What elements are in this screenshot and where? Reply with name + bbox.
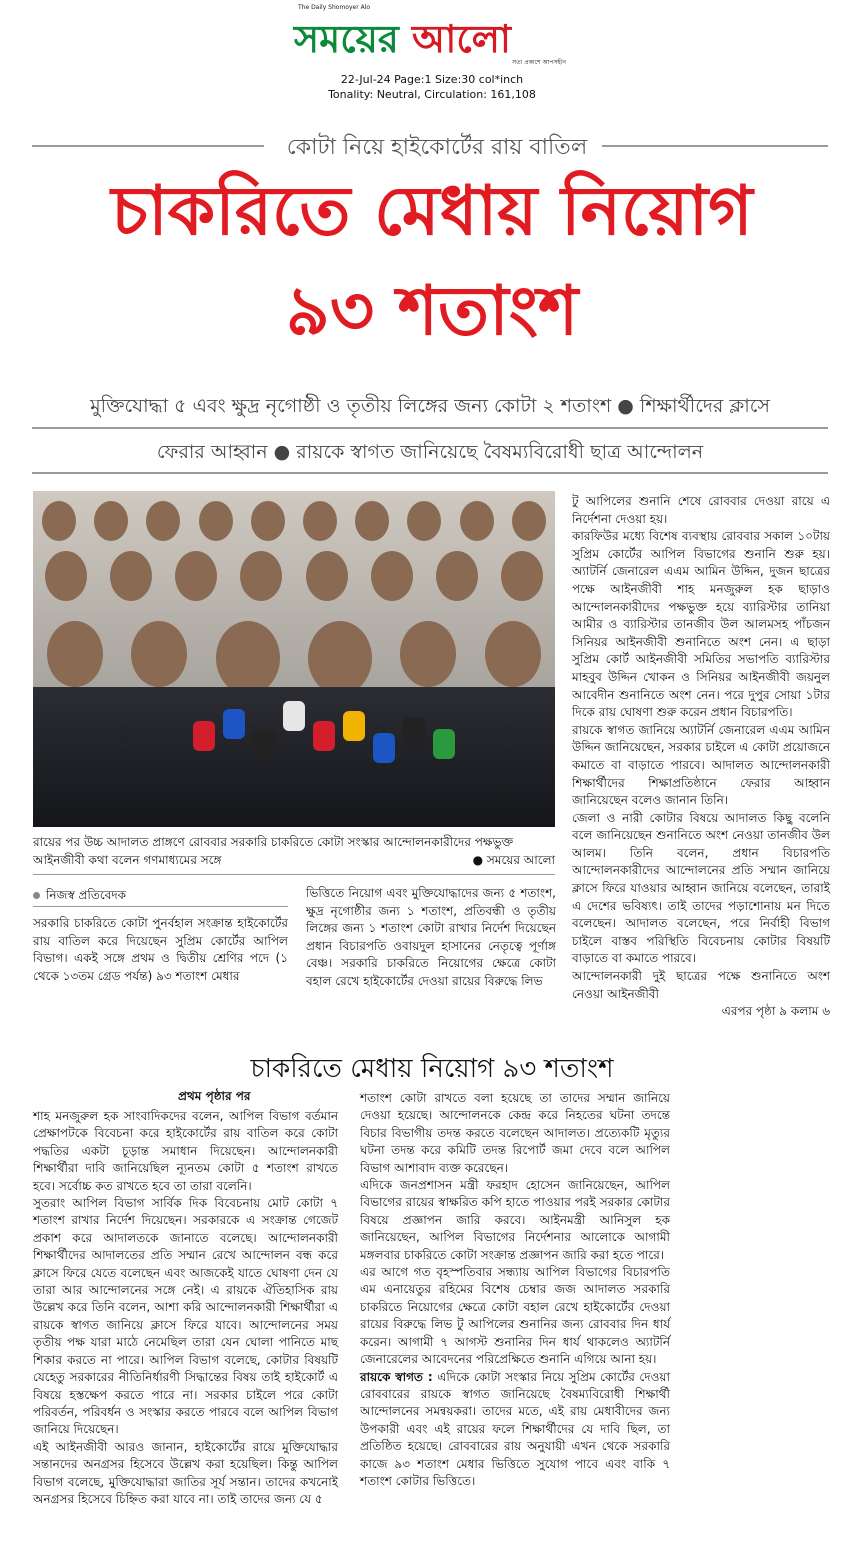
continuation-column-right xyxy=(360,1090,670,1490)
paragraph-lead: রায়কে স্বাগত : xyxy=(360,1369,433,1384)
kicker-rule-right xyxy=(602,145,828,147)
paragraph: সুতরাং আপিল বিভাগ সার্বিক দিক বিবেচনায় মোট কোটা ৭ শতাংশ রাখার নির্দেশ দিয়েছেন। সরকারকে এ সংক্রান্ত গেজেট প্রকাশ করে আদালতকে জানাতে বলেছে। আন্দোলনকারী শিক্ষার্থীদের আদালতের প্রতি সম্মান রেখে আন্দোলন বন্ধ করে ক্লাসে ফিরে যেতে বলেছেন এবং আজকেই যাতে ঘোষণা দেন যে তারা আর আন্দোলনের সঙ্গে নেই। এ রায়কে ঐতিহাসিক রায় উল্লেখ করে তিনি বলেন, আশা করি আন্দোলনকারী শিক্ষার্থীরা এ রায়কে স্বাগত জানিয়ে ক্লাসে ফিরে যাবে। আন্দোলনের সময় তৃতীয় পক্ষ যারা মাঠে নেমেছিল তারা যেন ঘোলা পানিতে মাছ শিকার করতে না পারে। আপিল বিভাগ বলেছে, কোটার বিষয়টি যেহেতু সরকারের নীতিনির্ধারণী সিদ্ধান্তের বিষয় তাই হাইকোর্ট এ বিষয়ে হস্তক্ষেপ করতে পারে না। সরকার চাইলে পরে কোটা পরিবর্তন, পরিবর্ধন ও সংস্কার করতে পারবে বলে আপিল বিভাগ জানিয়ে দিয়েছেন। xyxy=(33,1196,338,1437)
continuation-subtitle: প্রথম পৃষ্ঠার পর xyxy=(178,1089,251,1103)
photo-caption xyxy=(33,833,555,869)
clipping-meta-tonality: Tonality: Neutral, Circulation: 161,108 xyxy=(328,88,536,101)
photo-credit: ● সময়ের আলো xyxy=(472,853,555,867)
paragraph: সরকারি চাকরিতে কোটা পুনর্বহাল সংক্রান্ত হাইকোর্টের রায় বাতিল করে দিয়েছেন সুপ্রিম কোর্টের আপিল বিভাগ। একই সঙ্গে প্রথম ও দ্বিতীয় শ্রেণির পদে (১ থেকে ১৩তম গ্রেড পর্যন্ত) ৯৩ শতাংশ মেধার xyxy=(33,916,288,983)
headline-line-1: চাকরিতে মেধায় নিয়োগ xyxy=(111,172,753,251)
subhead-line-2: ফেরার আহ্বান ● রায়কে স্বাগত জানিয়েছে বৈষম্যবিরোধী ছাত্র আন্দোলন xyxy=(156,441,704,463)
continuation-column-left xyxy=(33,1108,338,1508)
paragraph: শতাংশ কোটা রাখতে বলা হয়েছে তা তাদের সম্মান জানিয়ে দেওয়া হয়েছে। আন্দোলনকে কেন্দ্র করে নিহতের ঘটনা তদন্তে বিচার বিভাগীয় তদন্ত করতে বলেছেন আদালত। প্রত্যেকটি মৃত্যুর ঘটনা তদন্ত করে কমিটি তদন্ত রিপোর্ট জমা দেবে বলে আপিল বিভাগ আশাবাদ ব্যক্ত করেছেন। xyxy=(360,1091,670,1175)
article-column-2 xyxy=(306,885,556,991)
crowd-row-back xyxy=(33,501,555,541)
byline xyxy=(33,887,126,907)
headline-line-2: ৯৩ শতাংশ xyxy=(285,272,579,351)
logo-word-2: আলো xyxy=(412,17,511,61)
paragraph: রায়কে স্বাগত জানিয়ে অ্যাটর্নি জেনারেল এএম আমিন উদ্দিন জানিয়েছেন, সরকার চাইলে এ কোটা প্রয়োজনে কমাতে বা বাড়াতে পারবে। আদালত আন্দোলনকারী শিক্ষার্থীদের শিক্ষাপ্রতিষ্ঠানে ফেরার আহ্বান জানিয়েছেন বলেও জানান তিনি। xyxy=(572,722,830,808)
kicker: কোটা নিয়ে হাইকোর্টের রায় বাতিল xyxy=(286,135,588,160)
crowd-row-front xyxy=(33,621,555,695)
bullet-icon xyxy=(33,892,40,899)
logo-word-1: সময়ের xyxy=(294,17,399,61)
clipping-meta-date: 22-Jul-24 Page:1 Size:30 col*inch xyxy=(340,73,524,86)
kicker-bar xyxy=(32,130,828,158)
paragraph: শাহ মনজুরুল হক সাংবাদিকদের বলেন, আপিল বিভাগ বর্তমান প্রেক্ষাপটকে বিবেচনা করে হাইকোর্টের রায় বাতিল করে কোটা পদ্ধতির একটা চূড়ান্ত সমাধান দিয়েছেন। আন্দোলনকারী শিক্ষার্থীরা দাবি জানিয়েছিল ন্যূনতম কোটা ৫ শতাংশ রাখতে হবে। সর্বোচ্চ কত রাখতে হবে তা তারা বলেনি। xyxy=(33,1109,338,1193)
byline-text: নিজস্ব প্রতিবেদক xyxy=(46,888,127,902)
paragraph: জেলা ও নারী কোটার বিষয়ে আদালত কিছু বলেনি বলে জানিয়েছেন শুনানিতে অংশ নেওয়া তানজীব উল আলম। তিনি বলেন, প্রধান বিচারপতি আন্দোলনকারীদের আন্দোলনের প্রতি সম্মান জানিয়ে ক্লাসে ফিরে যাওয়ার আহ্বান জানিয়ে বলেছেন, তারাই এ দেশের ভবিষ্যৎ। তাই তাদের পড়াশোনায় মন দিতে বলেছেন। আদালত বলেছেন, পরে নির্বাহী বিভাগ চাইলে বাস্তব পরিস্থিতি বিবেচনায় কোটার বিষয়টি বাড়াতে বা কমাতে পারবে। xyxy=(572,810,830,966)
crowd-row-middle xyxy=(33,551,555,601)
masthead-tagline: সত্য প্রকাশে আপসহীন xyxy=(512,59,566,66)
microphone-cluster xyxy=(183,691,463,811)
article-column-1 xyxy=(33,915,288,985)
paragraph: টু আপিলের শুনানি শেষে রোববার দেওয়া রায়ে এ নির্দেশনা দেওয়া হয়। xyxy=(572,494,830,526)
masthead xyxy=(290,4,580,68)
paragraph: আন্দোলনকারী দুই ছাত্রের পক্ষে শুনানিতে অংশ নেওয়া আইনজীবী xyxy=(572,969,830,1001)
article-column-3 xyxy=(572,493,830,1021)
newspaper-logo xyxy=(294,10,511,74)
paragraph: এর আগে গত বৃহস্পতিবার সন্ধ্যায় আপিল বিভাগের বিচারপতি এম এনায়েতুর রহিমের বিশেষ চেম্বার জজ আদালত সরকারি চাকরিতে নিয়োগের ক্ষেত্রে কোটা বহাল রেখে হাইকোর্টের দেওয়া রায়ের বিরুদ্ধে লিভ টু আপিলের শুনানির জন্য রোববার দিন ধার্য করেন। আগামী ৭ আগস্ট শুনানির দিন ধার্য থাকলেও অ্যাটর্নি জেনারেলের আবেদনের পরিপ্রেক্ষিতে শুনানি এগিয়ে আনা হয়। xyxy=(360,1265,670,1367)
continuation-title: চাকরিতে মেধায় নিয়োগ ৯৩ শতাংশ xyxy=(250,1054,614,1084)
byline-rule xyxy=(33,906,288,907)
paragraph xyxy=(360,1369,670,1491)
paragraph: ভিত্তিতে নিয়োগ এবং মুক্তিযোদ্ধাদের জন্য ৫ শতাংশ, ক্ষুদ্র নৃগোষ্ঠীর জন্য ১ শতাংশ, প্রতিবন্ধী ও তৃতীয় লিঙ্গের জন্য ১ শতাংশ কোটা রাখার নির্দেশ দিয়েছেন প্রধান বিচারপতি ওবায়দুল হাসানের নেতৃত্বে পূর্ণাঙ্গ বেঞ্চ। সরকারি চাকরিতে নিয়োগের ক্ষেত্রে কোটা বহাল রেখে হাইকোর্টের দেওয়া রায়ের বিরুদ্ধে লিভ xyxy=(306,886,556,988)
news-photo xyxy=(33,491,555,827)
paragraph: এদিকে জনপ্রশাসন মন্ত্রী ফরহাদ হোসেন জানিয়েছেন, আপিল বিভাগের রায়ের স্বাক্ষরিত কপি হাতে পাওয়ার পরই সরকার কোটার বিষয়ে প্রজ্ঞাপন জারি করবে। আইনমন্ত্রী আনিসুল হক জানিয়েছেন, আপিল বিভাগের নির্দেশনার আলোকে আগামী মঙ্গলবার চাকরিতে কোটা সংক্রান্ত প্রজ্ঞাপন জারি করা হতে পারে। xyxy=(360,1178,670,1262)
paragraph: এই আইনজীবী আরও জানান, হাইকোর্টের রায়ে মুক্তিযোদ্ধার সন্তানদের অনগ্রসর হিসেবে উল্লেখ করা হয়েছিল। কিন্তু আপিল বিভাগ বলেছে, মুক্তিযোদ্ধারা জাতির সূর্য সন্তান। তাদের কখনোই অনগ্রসর হিসেবে চিহ্নিত করা যাবে না। তাই তাদের জন্য যে ৫ xyxy=(33,1439,338,1506)
kicker-rule-left xyxy=(32,145,264,147)
paragraph: কারফিউর মধ্যে বিশেষ ব্যবস্থায় রোববার সকাল ১০টায় সুপ্রিম কোর্টের আপিল বিভাগের শুনানি শুরু হয়। অ্যাটর্নি জেনারেল এএম আমিন উদ্দিন, দুজন ছাত্রের পক্ষে আইনজীবী শাহ মনজুরুল হক ছাড়াও আন্দোলনকারীদের পক্ষভুক্ত হয়ে ব্যারিস্টার তানিয়া আমীর ও ব্যারিস্টার তানজীব উল আলমসহ পাঁচজন সিনিয়র আইনজীবী শুনানিতে অংশ নেন। এ ছাড়া সুপ্রিম কোর্ট আইনজীবী সমিতির সভাপতি ব্যারিস্টার মাহবুব উদ্দিন খোকন ও সিনিয়র আইনজীবী জয়নুল আবেদীন শুনানিতে অংশ নেন। পরে দুপুর সোয়া ১টার দিকে রায় ঘোষণা শুরু করেন প্রধান বিচারপতি। xyxy=(572,529,830,720)
masthead-english-name: The Daily Shomoyer Alo xyxy=(298,4,371,11)
subhead-rule-1 xyxy=(32,427,828,429)
subhead-line-1: মুক্তিযোদ্ধা ৫ এবং ক্ষুদ্র নৃগোষ্ঠী ও তৃতীয় লিঙ্গের জন্য কোটা ২ শতাংশ ● শিক্ষার্থীদের ক্লাসে xyxy=(90,395,770,417)
photo-caption-text: রায়ের পর উচ্চ আদালত প্রাঙ্গণে রোববার সরকারি চাকরিতে কোটা সংস্কার আন্দোলনকারীদের পক্ষভুক্ত আইনজীবী কথা বলেন গণমাধ্যমের সঙ্গে xyxy=(33,835,514,867)
paragraph-body: এদিকে কোটা সংস্কার নিয়ে সুপ্রিম কোর্টের দেওয়া রোববারের রায়কে স্বাগত জানিয়েছে বৈষম্যবিরোধী শিক্ষার্থী আন্দোলনের সমন্বয়করা। তাদের মতে, এই রায় মেধাবীদের জন্য উপকারী এবং এই রায়ের ফলে শিক্ষার্থীদের যে দাবি ছিল, তা প্রতিষ্ঠিত হয়েছে। রোববারের রায় অনুযায়ী এখন থেকে সরকারি কাজে ৯৩ শতাংশ মেধার ভিত্তিতে সুযোগ পাবে এবং বাকি ৭ শতাংশ কোটার ভিত্তিতে। xyxy=(360,1369,670,1488)
continued-on-reference: এরপর পৃষ্ঠা ৯ কলাম ৬ xyxy=(721,1004,830,1019)
caption-rule xyxy=(33,874,555,875)
subhead-rule-2 xyxy=(32,472,828,474)
